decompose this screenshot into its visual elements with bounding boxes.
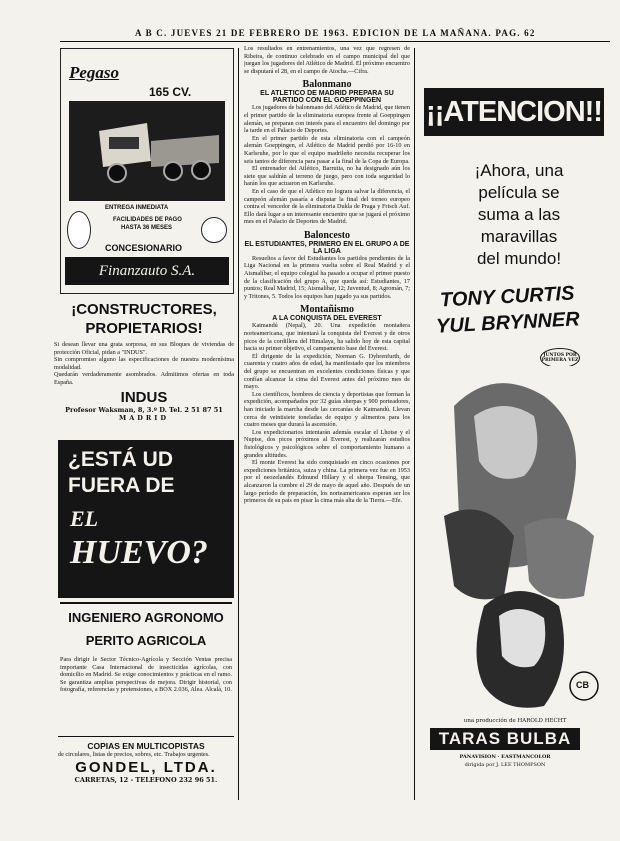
movie-tagline bbox=[444, 160, 594, 270]
tagline-line5: del mundo! bbox=[476, 249, 562, 268]
section-title: Baloncesto bbox=[303, 229, 351, 241]
article-intro: Los resultados en entrenamientos, una vez que regresen de Ribeira, de continuo celebrado en el campo municipal del que juegan los jugadores del Atlético de Madrid. El próximo encuentro se disputará el 28, en el campo de Atocha.—Cifra. bbox=[244, 45, 410, 75]
section-title: Montañismo bbox=[300, 304, 354, 316]
pegaso-line1: ENTREGA INMEDIATA bbox=[105, 205, 169, 211]
actor2-name: YUL BRYNNER bbox=[435, 308, 581, 338]
studio-logo: CB bbox=[576, 680, 589, 690]
article-paragraph: El monte Everest ha sido conquistado en cinco ocasiones por expediciones británica, suiza y china. La primera vez fue en 1953 por el neozelandés Edmund Hillary y el sherpa Tensing, que alcanzaron la cumbre el 29 de mayo de aquel año. Después de un largo período de preparación, los norteamericanos esperan ser los primeros de su país en pisar la cima más alta de la Tierra.—Efe. bbox=[244, 459, 410, 505]
truck-illustration bbox=[69, 101, 225, 201]
ingeniero-top-rule bbox=[60, 602, 232, 604]
article-paragraph: Los expedicionarios intentarán además escalar el Lhotse y el Nuptse, dos picos próximos al Everest, y realizarán estudios fisiológicos y psicológicos sobre el comportamiento humano a grandes altitudes. bbox=[244, 428, 410, 459]
copias-top-rule bbox=[58, 736, 234, 737]
movie-ad bbox=[420, 48, 610, 818]
pegaso-line2: FACILIDADES DE PAGO bbox=[113, 217, 182, 223]
copias-title: COPIAS EN MULTICOPISTAS bbox=[87, 741, 205, 751]
section-headline: A LA CONQUISTA DEL EVEREST bbox=[272, 315, 382, 323]
indus-contact: Profesor Waksman, 8, 3.º D. Tel. 2 51 87 51 bbox=[65, 405, 223, 414]
actor1-name: TONY CURTIS bbox=[439, 282, 575, 312]
article-paragraph: En el primer partido de esta eliminatoria con el campeón alemán Goeppingen, el Atlético de Madrid perdió por 16-10 en Karlsruhe, por lo que el equipo madrileño necesita recuperar los seis tantos de diferencia para pasar a la final de la Copa de Europa. bbox=[244, 134, 410, 165]
copias-brand: GONDEL, LTDA. bbox=[75, 758, 217, 776]
section-headline: EL ATLETICO DE MADRID PREPARA SU PARTIDO CON EL GOEPPINGEN bbox=[260, 90, 394, 105]
section-title: Balonmano bbox=[302, 79, 352, 91]
ingeniero-title1: INGENIERO AGRONOMO bbox=[68, 610, 224, 625]
article-paragraph: En el caso de que el Atlético no lograra salvar la diferencia, el campeón alemán pasaría a disputar la final del torneo europeo contra el vencedor de la eliminatoria Dukla de Praga y Frisch Auf. Ello dará lugar a un interesante encuentro que se jugará el próximo mes en el Palacio de Deportes de Madrid. bbox=[244, 187, 410, 226]
article-paragraph: Resueltos a favor del Estudiantes los partidos pendientes de la Liga Nacional en la primera vuelta sobre el Real Madrid y el Aismalíbar, el equipo colegial ha pasado a ocupar el primer puesto de la clasificación del grupo A, que queda así: Estudiantes, 17 puntos; Real Madrid, 15; Aismalíbar, 12; Juventud, 8; Agromán, 7; y Tritones, 5. Todos los equipos han jugado ya sus partidos. bbox=[244, 254, 410, 300]
article-paragraph: El entrenador del Atlético, Barrutia, no ha designado aún los siete que saldrán al terreno de juego, pero con toda seguridad lo harán los que actuaron en Karlsruhe. bbox=[244, 165, 410, 188]
page-header: A B C. JUEVES 21 DE FEBRERO DE 1963. EDICION DE LA MAÑANA. PAG. 62 bbox=[135, 28, 536, 38]
constructores-body2: Sin compromiso alguno las especificaciones de nuestra modernísima modalidad. bbox=[54, 356, 234, 371]
dealer-name: Finanzauto S.A. bbox=[98, 263, 196, 279]
tagline-line3: suma a las bbox=[477, 205, 561, 224]
section-headline: EL ESTUDIANTES, PRIMERO EN EL GRUPO A DE LA LIGA bbox=[244, 240, 410, 255]
together-badge: JUNTOS POR PRIMERA VEZ bbox=[540, 348, 580, 368]
huevo-line4: HUEVO? bbox=[70, 534, 208, 571]
huevo-line2: FUERA DE bbox=[68, 474, 175, 497]
pegaso-ad bbox=[60, 48, 234, 294]
copias-body: de circulares, listas de precios, sobres, etc. Trabajos urgentes. bbox=[58, 751, 210, 758]
movie-title: TARAS BULBA bbox=[438, 729, 572, 748]
attention-banner bbox=[424, 88, 604, 136]
huevo-line1: ¿ESTÁ UD bbox=[68, 448, 173, 471]
pegaso-line3: HASTA 36 MESES bbox=[121, 225, 173, 231]
ingeniero-ad bbox=[60, 602, 232, 732]
article-paragraph: Los jugadores de balonmano del Atlético de Madrid, que tienen el primer partido de la eliminatoria europea frente al Goeppingen alemán, se preparan con interés para el encuentro del domingo por la tarde en el Palacio de Deportes. bbox=[244, 104, 410, 135]
dealer-banner bbox=[65, 257, 229, 285]
tagline-line1: ¡Ahora, una bbox=[474, 161, 564, 180]
constructores-ad bbox=[54, 300, 234, 436]
copias-contact: CARRETAS, 12 - TELEFONO 232 96 51. bbox=[74, 775, 218, 784]
column-divider-left bbox=[238, 48, 239, 800]
pegaso-concesionario: CONCESIONARIO bbox=[105, 243, 183, 253]
mascot-left-icon bbox=[67, 211, 91, 249]
huevo-ad bbox=[58, 440, 234, 598]
movie-format: PANAVISION · EASTMANCOLOR bbox=[459, 754, 551, 760]
attention-text: ¡¡ATENCION!! bbox=[426, 96, 602, 128]
movie-director: dirigida por J. LEE THOMPSON bbox=[464, 762, 546, 768]
constructores-body1: Si desean llevar una grata sorpresa, en sus Bloques de viviendas de protección Oficial, pidan a "INDUS". bbox=[54, 341, 234, 356]
ingeniero-title2: PERITO AGRICOLA bbox=[85, 633, 207, 648]
article-paragraph: Katmandú (Nepal), 20. Una expedición montañera norteamericana, que intentará la conquista del Everest y de otros picos de la cordillera del Himalaya, ha salido hoy de esta capital hacia su primer objetivo, el campamento base del Everest. bbox=[244, 322, 410, 353]
tagline-line4: maravillas bbox=[480, 227, 558, 246]
article-paragraph: El dirigente de la expedición, Norman G. Dyhrenfurth, de cuarenta y cuatro años de edad, ha manifestado que los miembros del grupo se encuentran en excelentes condiciones físicas y que confían alcanzar la cima del Everest antes del próximo mes de mayo. bbox=[244, 352, 410, 391]
mascot-right-icon bbox=[201, 217, 227, 243]
indus-brand: INDUS bbox=[120, 388, 168, 406]
indus-city: MADRID bbox=[119, 413, 169, 422]
huevo-line3: EL bbox=[70, 506, 99, 531]
pegaso-model: 165 CV. bbox=[149, 85, 192, 99]
header-rule bbox=[60, 41, 610, 42]
article-paragraph: Los científicos, hombres de ciencia y deportistas que forman la expedición, acompañados por 32 guías sherpas y 900 porteadores, han iniciado la marcha desde las cercanías de Katmandú. Llevan cerca de veintisiete toneladas de equipo y alimentos para los cuatro meses que durará la ascensión. bbox=[244, 390, 410, 429]
column-divider-right bbox=[414, 48, 415, 800]
ingeniero-body: Para dirigir le Sector Técnico-Agrícola y Sección Ventas precisa importante Casa Internacional de insecticidas agrícolas, con domicilio en Madrid. Se exige conocimientos y prácticas en el ramo. Se garantiza amplias perspectivas de mejora. Dirigir historial, con fotografía, referencias y pretensiones, a BOX 2.036, Alea. Alcalá, 10. bbox=[60, 656, 232, 694]
movie-title-banner bbox=[430, 728, 580, 750]
pegaso-brand: Pegaso bbox=[69, 63, 120, 82]
constructores-title1: ¡CONSTRUCTORES, bbox=[71, 301, 217, 318]
constructores-title2: PROPIETARIOS! bbox=[85, 320, 203, 337]
news-column bbox=[244, 45, 410, 805]
tagline-line2: película se bbox=[478, 183, 560, 202]
copias-ad bbox=[58, 736, 234, 796]
poster-illustration bbox=[434, 366, 606, 714]
constructores-body3: Quedarán verdaderamente asombrados. Admitimos ofertas en toda España. bbox=[54, 371, 234, 386]
producer-note: una producción de HAROLD HECHT bbox=[463, 718, 567, 724]
